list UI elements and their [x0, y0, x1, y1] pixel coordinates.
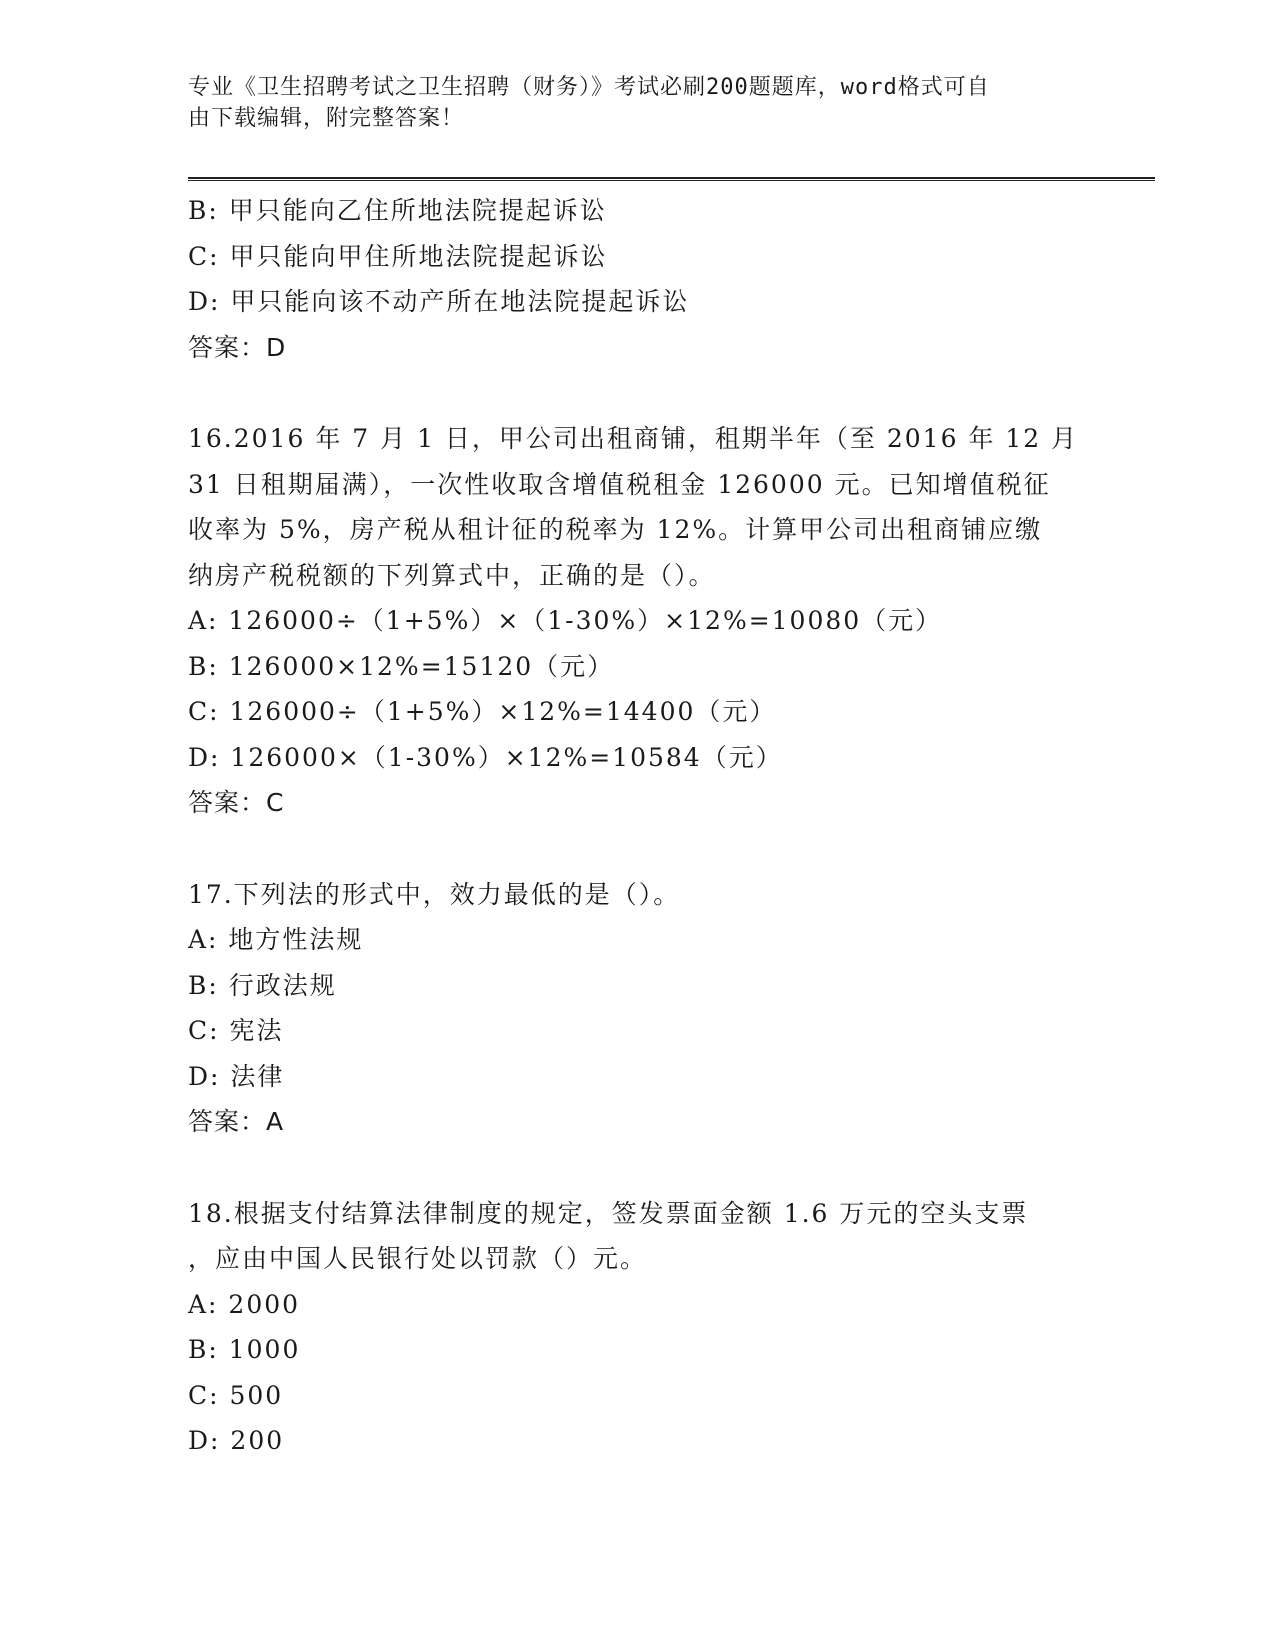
option-a: A: 126000÷（1+5%）×（1-30%）×12%=10080（元）	[188, 606, 943, 635]
option-d: D: 200	[188, 1426, 285, 1455]
spacer	[188, 826, 1088, 872]
option-c: C: 甲只能向甲住所地法院提起诉讼	[188, 241, 608, 271]
spacer	[188, 1145, 1088, 1191]
question-16	[188, 416, 1088, 826]
question-stem: 17.下列法的形式中，效力最低的是（）。	[188, 879, 681, 909]
option-b: B: 行政法规	[188, 970, 337, 1000]
option-b: B: 1000	[188, 1335, 301, 1364]
option-a: A: 地方性法规	[188, 925, 364, 954]
option-c: C: 500	[188, 1380, 284, 1410]
header-line: 专业《卫生招聘考试之卫生招聘（财务）》考试必刷200题题库，word格式可自	[188, 75, 990, 100]
question-stem: ，应由中国人民银行处以罚款（）元。	[188, 1244, 648, 1273]
option-c: C: 宪法	[188, 1016, 284, 1045]
document-body	[188, 188, 1088, 1464]
question-stem: 16.2016 年 7 月 1 日，甲公司出租商铺，租期半年（至 2016 年 12 月	[188, 424, 1079, 453]
option-a: A: 2000	[188, 1289, 301, 1319]
header-line: 由下载编辑，附完整答案！	[188, 106, 465, 131]
option-d: D: 法律	[188, 1061, 285, 1091]
question-17	[188, 872, 1088, 1145]
option-b: B: 甲只能向乙住所地法院提起诉讼	[188, 196, 607, 225]
answer-line: 答案：A	[188, 1107, 285, 1136]
option-c: C: 126000÷（1+5%）×12%=14400（元）	[188, 697, 777, 726]
question-18	[188, 1191, 1088, 1464]
header-divider	[188, 177, 1155, 181]
answer-line: 答案：D	[188, 332, 287, 362]
option-b: B: 126000×12%=15120（元）	[188, 651, 615, 681]
question-15-continued	[188, 188, 1088, 370]
question-stem: 收率为 5%，房产税从租计征的税率为 12%。计算甲公司出租商铺应缴	[188, 515, 1043, 544]
answer-line: 答案：C	[188, 788, 285, 817]
page-header	[188, 72, 1068, 134]
question-stem: 31 日租期届满），一次性收取含增值税租金 126000 元。已知增值税征	[188, 469, 1051, 499]
option-d: D: 甲只能向该不动产所在地法院提起诉讼	[188, 287, 690, 316]
option-d: D: 126000×（1-30%）×12%=10584（元）	[188, 742, 783, 772]
spacer	[188, 370, 1088, 416]
question-stem: 纳房产税税额的下列算式中，正确的是（）。	[188, 560, 716, 590]
question-stem: 18.根据支付结算法律制度的规定，签发票面金额 1.6 万元的空头支票	[188, 1198, 1029, 1228]
